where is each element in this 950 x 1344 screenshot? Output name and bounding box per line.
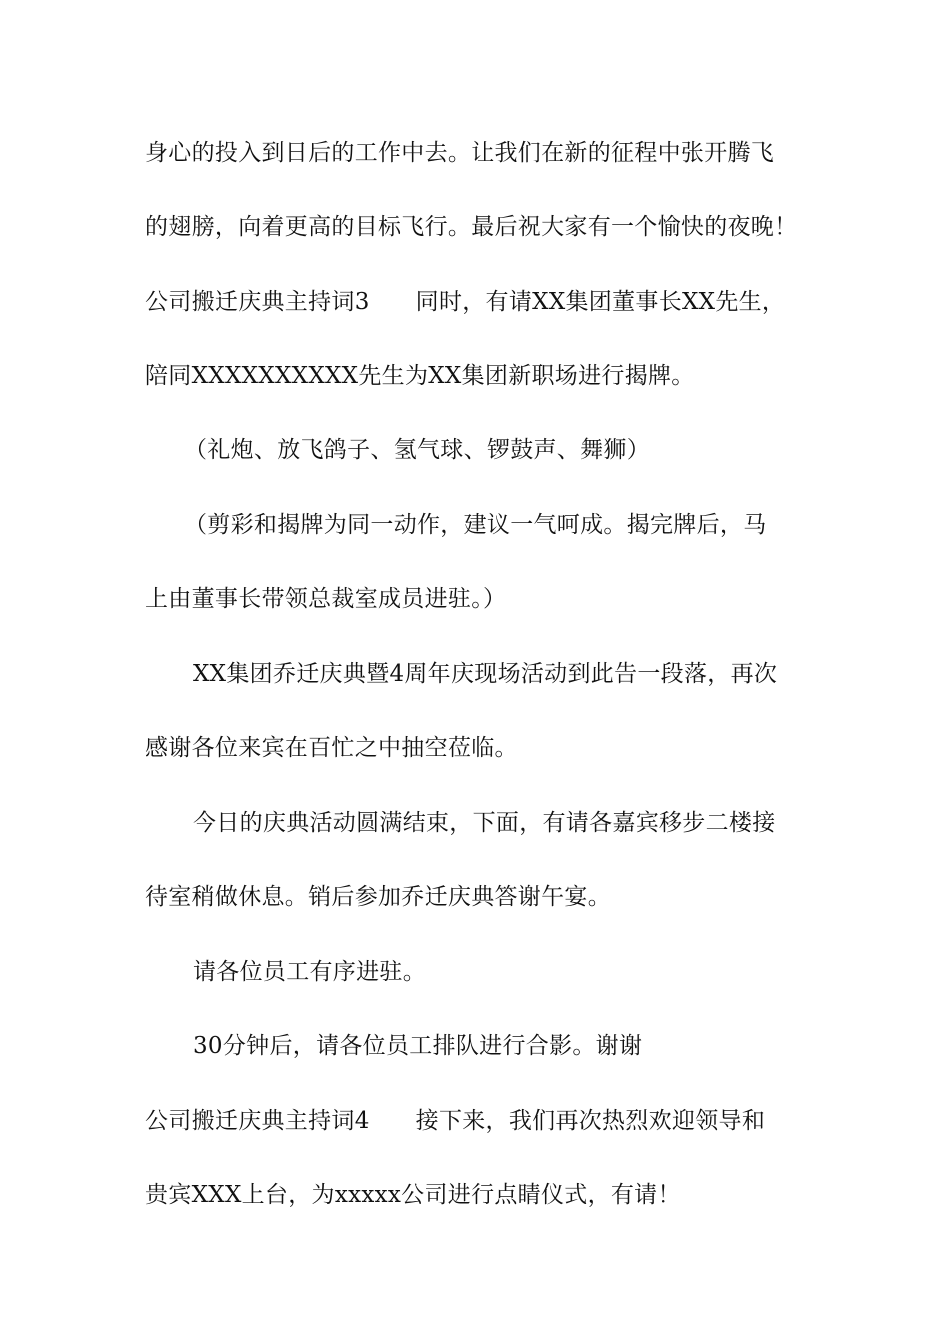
text-line: （礼炮、放飞鸽子、氢气球、锣鼓声、舞狮） — [184, 437, 650, 463]
section-heading-3 — [145, 287, 810, 317]
text-line: 请各位员工有序进驻。 — [193, 959, 426, 985]
text-line: 今日的庆典活动圆满结束，下面，有请各嘉宾移步二楼接 — [193, 810, 776, 836]
section-title: 公司搬迁庆典主持词3 — [145, 289, 370, 315]
section-text: 同时，有请XX集团董事长XX先生， — [415, 289, 786, 315]
text-line: 上由董事长带领总裁室成员进驻。） — [145, 586, 507, 612]
text-line: XX集团乔迁庆典暨4周年庆现场活动到此告一段落，再次 — [193, 661, 778, 687]
section-text: 接下来，我们再次热烈欢迎领导和 — [415, 1108, 766, 1134]
text-line: 陪同XXXXXXXXXX先生为XX集团新职场进行揭牌。 — [145, 363, 695, 389]
text-line: 的翅膀，向着更高的目标飞行。最后祝大家有一个愉快的夜晚！ — [145, 214, 798, 240]
text-line: 贵宾XXX上台，为xxxxx公司进行点睛仪式，有请！ — [145, 1182, 681, 1208]
section-title: 公司搬迁庆典主持词4 — [145, 1108, 370, 1134]
text-line: 身心的投入到日后的工作中去。让我们在新的征程中张开腾飞 — [145, 140, 775, 166]
section-heading-4 — [145, 1106, 810, 1136]
text-line: （剪彩和揭牌为同一动作，建议一气呵成。揭完牌后，马 — [184, 512, 767, 538]
text-line: 30分钟后，请各位员工排队进行合影。谢谢 — [193, 1033, 643, 1059]
text-line: 感谢各位来宾在百忙之中抽空莅临。 — [145, 735, 518, 761]
text-line: 待室稍做休息。销后参加乔迁庆典答谢午宴。 — [145, 884, 611, 910]
